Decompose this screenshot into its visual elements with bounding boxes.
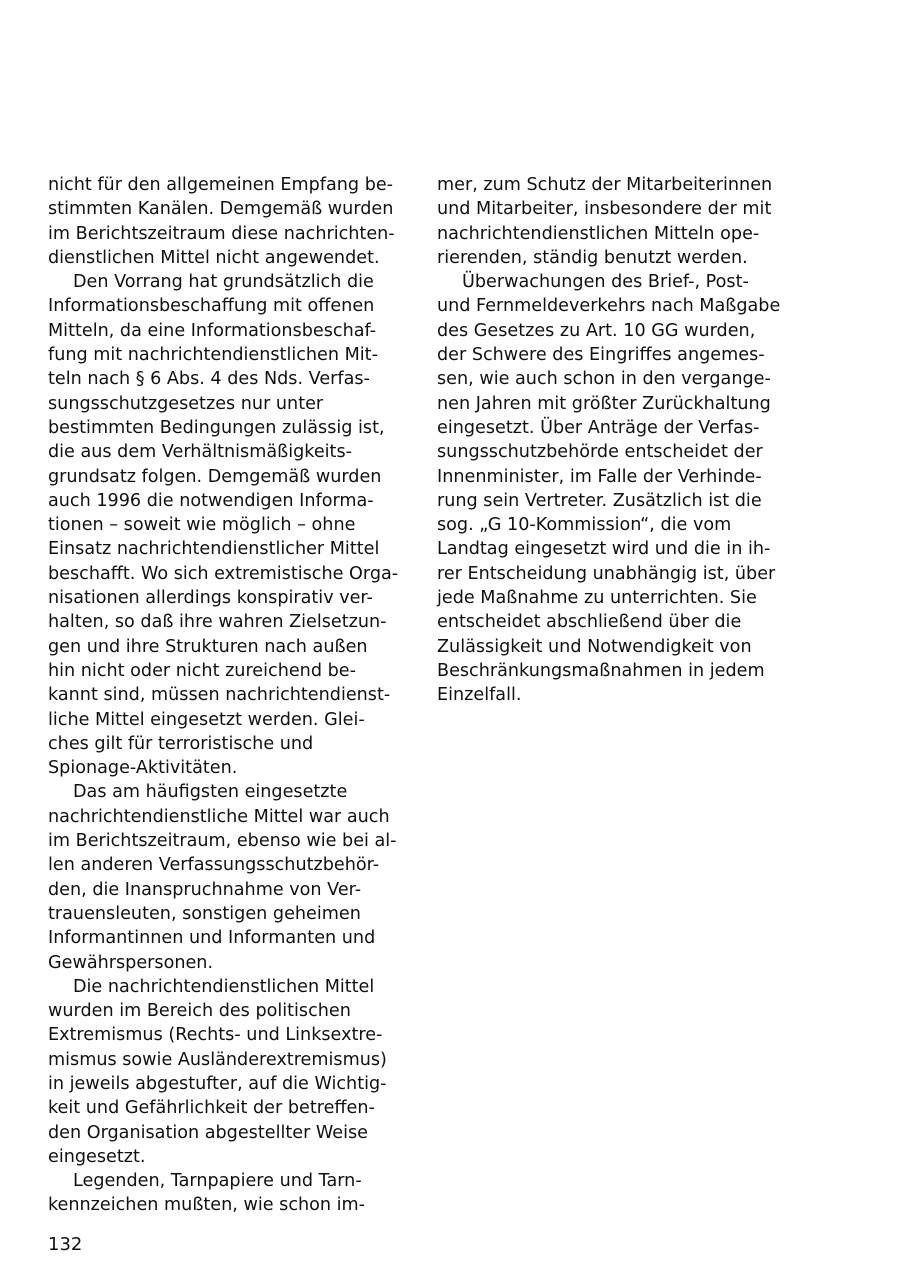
text-line: Gewährspersonen. [48,952,214,973]
text-line: in jeweils abgestufter, auf die Wichtig- [48,1073,387,1094]
text-line: Zulässigkeit und Notwendigkeit von [437,636,752,657]
text-line: Einzelfall. [437,685,522,706]
text-line: keit und Gefährlichkeit der betreffen- [48,1098,375,1119]
text-line: entscheidet abschließend über die [437,612,742,633]
text-line: sungsschutzgesetzes nur unter [48,393,324,414]
text-line: tionen – soweit wie möglich – ohne [48,515,356,536]
text-line: nen Jahren mit größter Zurückhaltung [437,393,771,414]
text-line: Mitteln, da eine Informationsbeschaf- [48,320,377,341]
text-line: kannt sind, müssen nachrichtendienst- [48,685,391,706]
text-line: stimmten Kanälen. Demgemäß wurden [48,199,394,220]
text-line: Einsatz nachrichtendienstlicher Mittel [48,539,380,560]
text-line: gen und ihre Strukturen nach außen [48,636,368,657]
text-line: des Gesetzes zu Art. 10 GG wurden, [437,320,756,341]
text-line: den Organisation abgestellter Weise [48,1122,368,1143]
text-line: nisationen allerdings konspirativ ver- [48,588,373,609]
text-line: fung mit nachrichtendienstlichen Mit- [48,345,378,366]
text-line: Beschränkungsmaßnahmen in jedem [437,660,765,681]
text-line: Überwachungen des Brief-, Post- [462,272,749,293]
text-line: grundsatz folgen. Demgemäß wurden [48,466,382,487]
left-text-column [48,173,408,1218]
text-line: nachrichtendienstliche Mittel war auch [48,806,390,827]
text-line: Das am häufigsten eingesetzte [73,782,348,803]
text-line: trauensleuten, sonstigen geheimen [48,903,361,924]
text-line: liche Mittel eingesetzt werden. Glei- [48,709,365,730]
text-line: mismus sowie Ausländerextremismus) [48,1049,387,1070]
text-line: Extremismus (Rechts- und Linksextre- [48,1025,383,1046]
text-line: Informationsbeschaffung mit offenen [48,296,375,317]
text-line: jede Maßnahme zu unterrichten. Sie [437,588,757,609]
text-line: Die nachrichtendienstlichen Mittel [73,976,375,997]
text-line: eingesetzt. Über Anträge der Verfas- [437,417,760,438]
text-line: sen, wie auch schon in den vergange- [437,369,771,390]
text-line: Spionage-Aktivitäten. [48,758,238,779]
right-text-column [437,173,799,708]
text-line: sungsschutzbehörde entscheidet der [437,442,763,463]
text-line: wurden im Bereich des politischen [48,1001,351,1022]
text-line: Landtag eingesetzt wird und die in ih- [437,539,771,560]
text-line: den, die Inanspruchnahme von Ver- [48,879,362,900]
text-line: und Mitarbeiter, insbesondere der mit [437,199,772,220]
text-line: Informantinnen und Informanten und [48,928,376,949]
text-line: Innenminister, im Falle der Verhinde- [437,466,762,487]
text-line: Den Vorrang hat grundsätzlich die [73,272,374,293]
text-line: Legenden, Tarnpapiere und Tarn- [73,1171,362,1192]
text-line: mer, zum Schutz der Mitarbeiterinnen [437,175,773,195]
text-line: beschafft. Wo sich extremistische Orga- [48,563,399,584]
text-line: hin nicht oder nicht zureichend be- [48,660,356,681]
text-line: len anderen Verfassungsschutzbehör- [48,855,380,876]
text-line: rer Entscheidung unabhängig ist, über [437,563,776,584]
text-line: eingesetzt. [48,1146,146,1167]
text-line: nachrichtendienstlichen Mitteln ope- [437,223,760,244]
text-line: rung sein Vertreter. Zusätzlich ist die [437,490,762,511]
text-line: rierenden, ständig benutzt werden. [437,247,748,268]
text-line: im Berichtszeitraum diese nachrichten- [48,223,395,244]
text-line: bestimmten Bedingungen zulässig ist, [48,417,385,438]
text-line: kennzeichen mußten, wie schon im- [48,1195,366,1216]
text-line: dienstlichen Mittel nicht angewendet. [48,247,380,268]
text-line: der Schwere des Eingriffes angemes- [437,345,765,366]
text-line: und Fernmeldeverkehrs nach Maßgabe [437,296,781,317]
text-line: die aus dem Verhältnismäßigkeits- [48,442,352,463]
text-line: sog. „G 10-Kommission“, die vom [437,515,732,536]
text-line: ches gilt für terroristische und [48,733,314,754]
text-line: auch 1996 die notwendigen Informa- [48,490,374,511]
text-line: teln nach § 6 Abs. 4 des Nds. Verfas- [48,369,370,390]
text-line: nicht für den allgemeinen Empfang be- [48,175,394,195]
text-line: halten, so daß ihre wahren Zielsetzun- [48,612,387,633]
text-line: im Berichtszeitraum, ebenso wie bei al- [48,831,397,852]
page-number: 132 [48,1234,83,1255]
